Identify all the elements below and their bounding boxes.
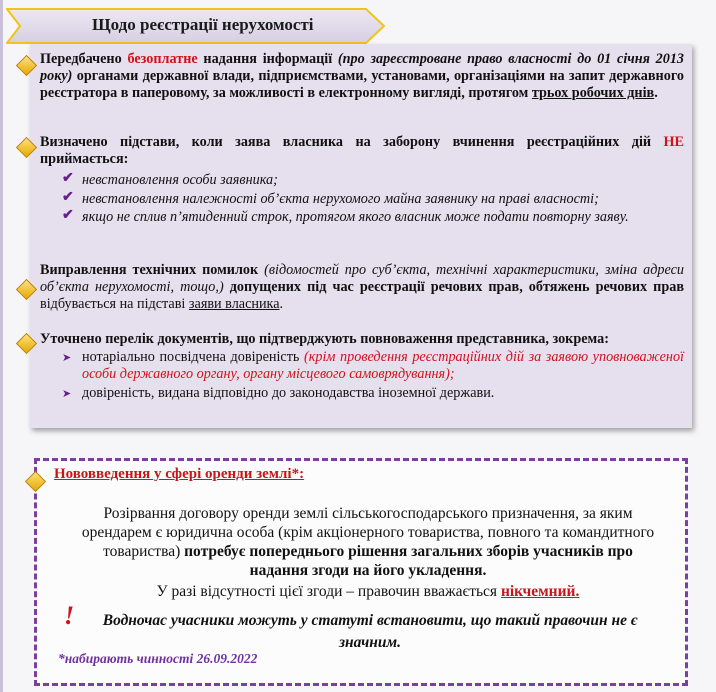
p2-text-1: Визначено підстави, коли заява власника на заборону вчинення реєстраційних дій <box>40 134 664 150</box>
checkmark-icon: ✔ <box>62 190 74 205</box>
p3-text-6: . <box>279 296 284 312</box>
ban-ground-item: невстановлення особи заявника; <box>82 172 278 188</box>
paragraph-documents: Уточнено перелік документів, що підтверджують повноваження представника, зокрема: <box>40 331 609 347</box>
land-charter-note: Водночас учасники можуть у статуті встановити, що такий правочин не є значним. <box>102 612 638 651</box>
p3-owner-application: заяви власника <box>188 296 280 312</box>
checkmark-icon: ✔ <box>62 171 74 186</box>
p1-text-7: . <box>654 85 658 101</box>
p1-italic-note: (про зареєстроване право власності до 01 січня 2013 року) <box>40 51 685 84</box>
p3-text-3: допущених під час реєстрації речових прав, обтяжень речових прав <box>223 279 684 295</box>
title-banner <box>6 8 384 44</box>
land-void-text: У разі відсутності цієї згоди – правочин вважається <box>156 583 501 600</box>
p2-text-3: приймається: <box>40 151 129 167</box>
document-item <box>82 349 684 383</box>
arrow-bullet-icon: ➤ <box>62 388 72 400</box>
p1-text-5: органами державної влади, підприємствами, установами, організаціями на запит державного реєстратора в паперовому, за можливості в електронному вигляді, протягом <box>40 68 684 101</box>
land-text-bold: потребує попереднього рішення загальних зборів учасників про надання згоди на його укладення. <box>184 543 633 579</box>
p3-text-4: відбувається на підставі <box>40 296 189 312</box>
p2-not-highlight: НЕ <box>663 134 684 150</box>
land-lease-text <box>76 504 660 580</box>
document-item-note: (крім проведення реєстраційних дій за заявою уповноваженої особи державного органу, органу місцевого самоврядування); <box>82 349 684 382</box>
ban-ground-item: якщо не сплив п’ятиденний строк, протягом якого власник може подати повторну заяву. <box>82 209 629 225</box>
p3-text-1: Виправлення технічних помилок <box>40 262 259 278</box>
arrow-bullet-icon: ➤ <box>62 352 72 364</box>
document-item-text: нотаріально посвідчена довіреність <box>82 349 304 365</box>
land-lease-title: Нововведення у сфері оренди землі*: <box>54 466 305 482</box>
p1-text-1: Передбачено <box>40 51 128 67</box>
p1-deadline: трьох робочих днів <box>531 85 655 101</box>
land-void-word: нікчемний. <box>500 583 580 600</box>
p3-italic-note: (відомостей про суб’єкта, технічні характеристики, зміна адреси об’єкта нерухомості, тощо,) <box>40 262 684 295</box>
land-text-1: Розірвання договору оренди землі сільськогосподарського призначення, за яким орендарем є юридична особа (крім акціонерного товариства, повного та командитного товариства) <box>81 505 655 560</box>
exclamation-icon: ! <box>64 601 75 630</box>
land-lease-void-line <box>76 582 660 601</box>
checkmark-icon: ✔ <box>62 208 74 223</box>
ban-ground-item: невстановлення належності об’єкта нерухомого майна заявнику на праві власності; <box>82 191 599 207</box>
paragraph-ban-grounds <box>40 134 684 168</box>
left-border-line <box>0 0 3 692</box>
page-title: Щодо реєстрації нерухомості <box>92 15 314 34</box>
paragraph-free-info <box>40 51 684 102</box>
paragraph-technical-errors <box>40 262 684 313</box>
document-item: довіреність, видана відповідно до законодавства іноземної держави. <box>82 385 495 401</box>
p1-free-highlight: безоплатне <box>127 51 198 67</box>
p1-text-3: надання інформації <box>197 51 338 67</box>
effective-date-footnote: *набирають чинності 26.09.2022 <box>58 651 258 666</box>
